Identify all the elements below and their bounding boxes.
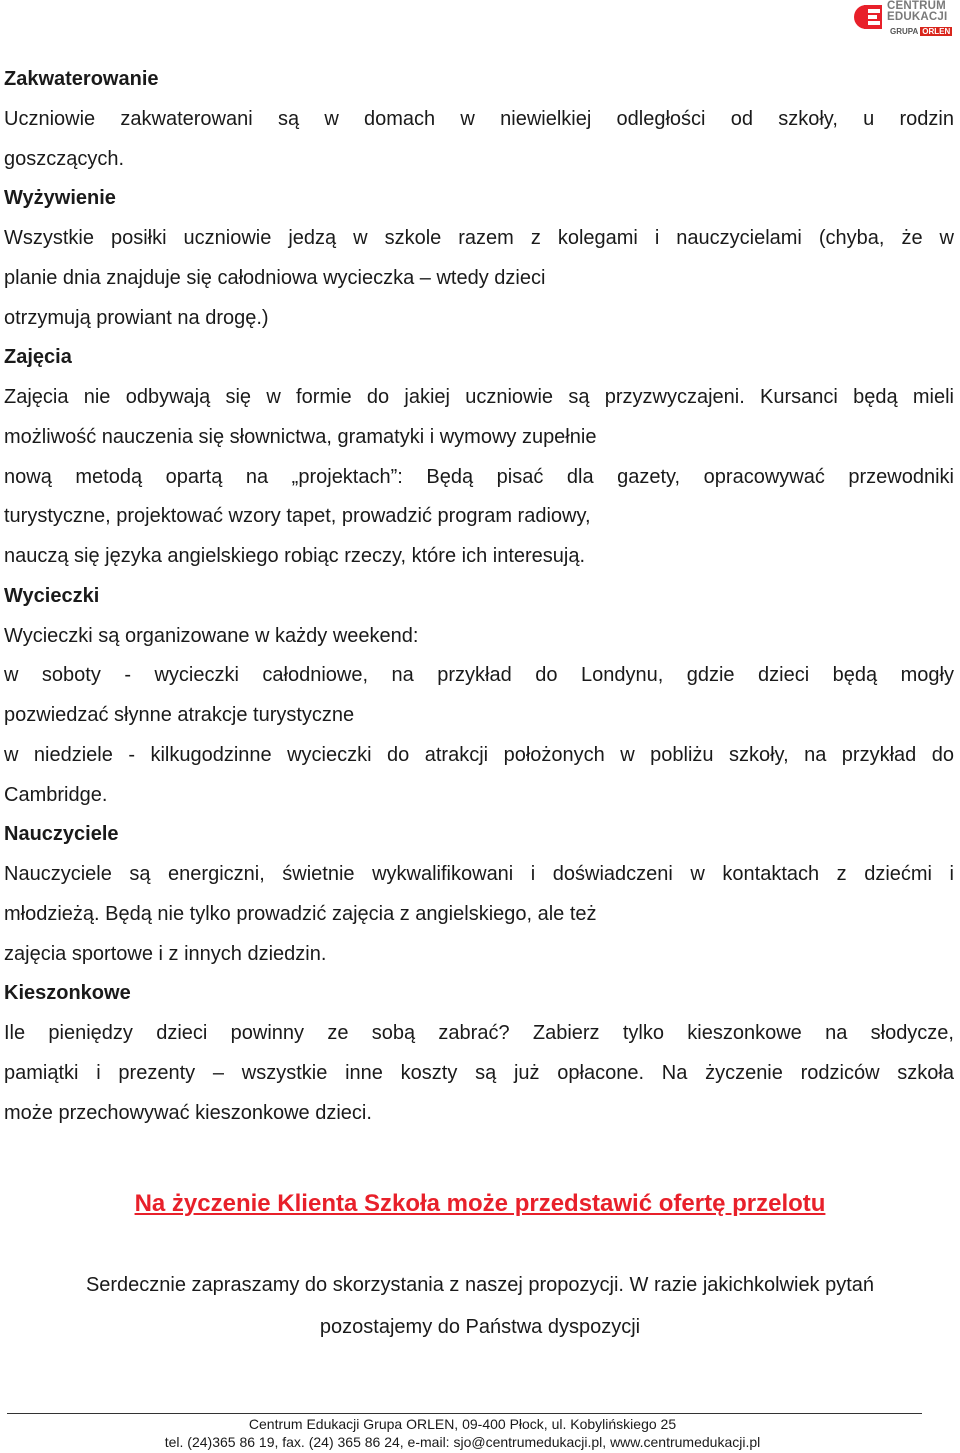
company-logo — [854, 0, 954, 42]
heading-zakwaterowanie: Zakwaterowanie — [4, 68, 159, 90]
paragraph-line: Zajęcia nie odbywają się w formie do jakiej uczniowie są przyzwyczajeni. Kursanci będą mieli — [4, 386, 954, 408]
paragraph-line: nową metodą opartą na „projektach”: Będą pisać dla gazety, opracowywać przewodniki — [4, 465, 954, 488]
paragraph-line: w soboty - wycieczki całodniowe, na przykład do Londynu, gdzie dzieci będą mogły — [4, 664, 954, 687]
footer-divider — [7, 1413, 922, 1414]
heading-kieszonkowe: Kieszonkowe — [4, 982, 131, 1005]
invitation-line1: Serdecznie zapraszamy do skorzystania z naszej propozycji. W razie jakichkolwiek pytań — [85, 1274, 875, 1296]
heading-wyzywienie: Wyżywienie — [4, 187, 116, 210]
paragraph-line: planie dnia znajduje się całodniowa wycieczka – wtedy dzieci — [4, 266, 546, 289]
paragraph-line: zajęcia sportowe i z innych dziedzin. — [4, 942, 327, 965]
invitation-line2: pozostajemy do Państwa dyspozycji — [319, 1316, 641, 1338]
paragraph-line: otrzymują prowiant na drogę.) — [4, 306, 269, 329]
document-body — [4, 60, 954, 1133]
paragraph-line: nauczą się języka angielskiego robiąc rzeczy, które ich interesują. — [4, 545, 586, 567]
paragraph-line: pamiątki i prezenty – wszystkie inne koszty są już opłacone. Na życzenie rodziców szkoła — [4, 1061, 954, 1084]
paragraph-line: turystyczne, projektować wzory tapet, prowadzić program radiowy, — [4, 505, 591, 528]
footer-address: Centrum Edukacji Grupa ORLEN, 09-400 Płock, ul. Kobylińskiego 25 — [248, 1416, 677, 1432]
paragraph-line: możliwość nauczenia się słownictwa, gramatyki i wymowy zupełnie — [4, 425, 597, 448]
paragraph-line: goszczących. — [4, 147, 125, 170]
paragraph-line: Nauczyciele są energiczni, świetnie wykwalifikowani i doświadczeni w kontaktach z dziećmi i — [4, 863, 954, 885]
paragraph-line: pozwiedzać słynne atrakcje turystyczne — [4, 704, 355, 726]
centrum-edukacji-logo-mark-icon — [854, 2, 884, 32]
heading-nauczyciele: Nauczyciele — [4, 823, 119, 846]
logo-text-line1: CENTRUM — [887, 0, 946, 12]
paragraph-line: młodzieżą. Będą nie tylko prowadzić zajęcia z angielskiego, ale też — [4, 902, 597, 925]
heading-wycieczki: Wycieczki — [4, 584, 100, 607]
paragraph-line: w niedziele - kilkugodzinne wycieczki do atrakcji położonych w pobliżu szkoły, na przykład do — [4, 743, 954, 766]
logo-text-line3 — [890, 27, 952, 36]
heading-zajecia: Zajęcia — [4, 346, 72, 369]
logo-orlen: ORLEN — [922, 27, 951, 36]
logo-text-line2: EDUKACJI — [887, 11, 948, 23]
footer-contact: tel. (24)365 86 19, fax. (24) 365 86 24, e-mail: sjo@centrumedukacji.pl, www.centrumedukacji.pl — [164, 1434, 761, 1450]
paragraph-line: Ile pieniędzy dzieci powinny ze sobą zabrać? Zabierz tylko kieszonkowe na słodycze, — [4, 1022, 954, 1044]
paragraph-line: Uczniowie zakwaterowani są w domach w niewielkiej odległości od szkoły, u rodzin — [4, 107, 954, 130]
paragraph-line: Wycieczki są organizowane w każdy weekend: — [4, 624, 419, 647]
paragraph-line: Cambridge. — [4, 783, 108, 806]
paragraph-line: Wszystkie posiłki uczniowie jedzą w szkole razem z kolegami i nauczycielami (chyba, że w — [4, 227, 954, 249]
logo-grupa: GRUPA — [890, 27, 919, 36]
paragraph-line: może przechowywać kieszonkowe dzieci. — [4, 1101, 372, 1124]
flight-offer-notice: Na życzenie Klienta Szkoła może przedstawić ofertę przelotu — [134, 1190, 826, 1217]
